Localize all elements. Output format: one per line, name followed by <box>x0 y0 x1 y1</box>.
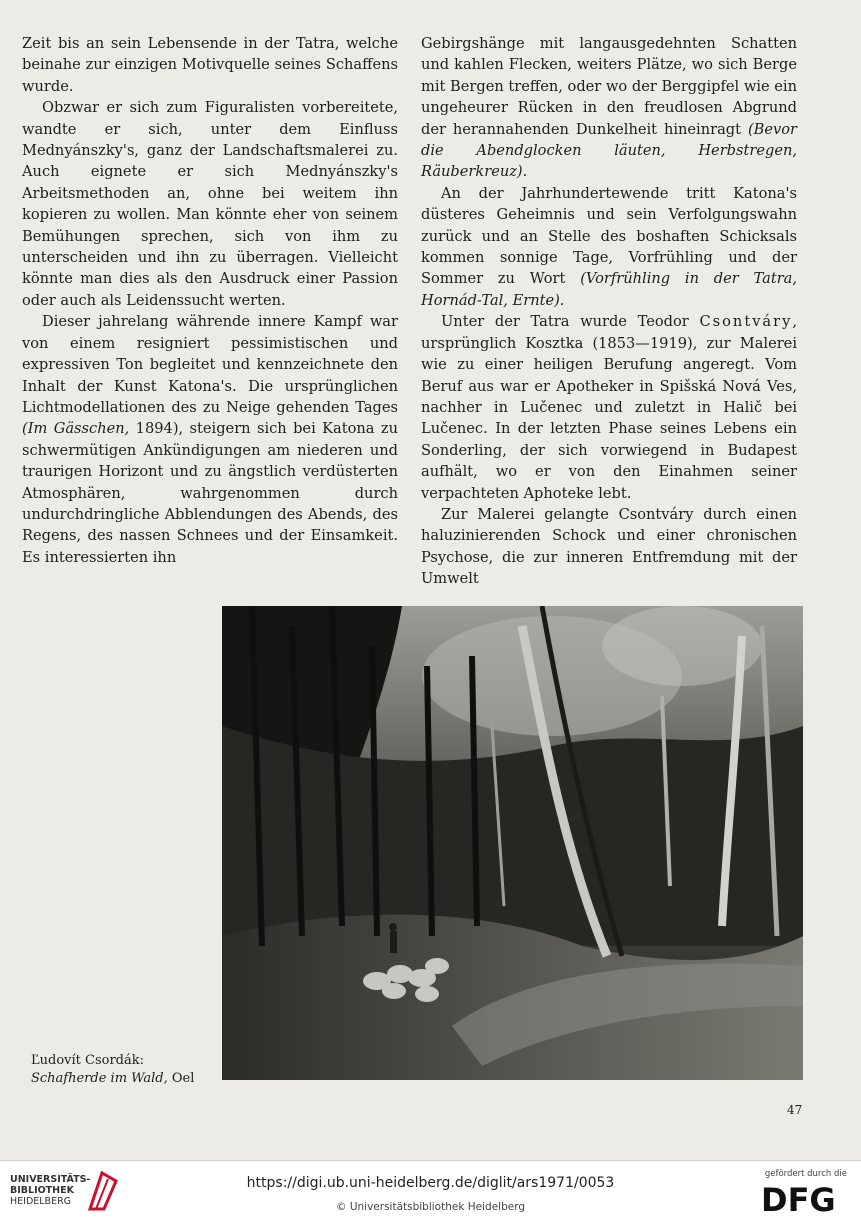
caption-medium: Oel <box>167 1071 195 1086</box>
text-column-right <box>421 33 797 590</box>
paragraph: Dieser jahrelang währende innere Kampf war von einem resigniert pessimistischen und expressiven Ton begleitet und kennzeichnete den Inhalt der Kunst Katona's. Die ursprünglichen Lichtmodellationen des zu Neige gehenden Tages (Im Gässchen, 1894), steigern sich bei Katona zu schwermütigen Ankündigungen am niederen und traurigen Horizont und zu ängstlich verdüsterten Atmosphären, wahrgenommen durch undurchdringliche Abblendungen des Abends, des Regens, des nassen Schnees und der Einsamkeit. Es interessierten ihn <box>22 313 398 566</box>
viewer-footer <box>0 1160 861 1223</box>
text-column-left <box>22 33 398 568</box>
paragraph: Obzwar er sich zum Figuralisten vorbereitete, wandte er sich, unter dem Einfluss Mednyánszky's, ganz der Landschaftsmalerei zu. Auch eignete er sich Mednyánszky's Arbeitsmethoden an, ohne bei weitem ihn kopieren zu wollen. Man könnte eher von seinem Bemühungen sprechen, sich von ihm zu unterscheiden und ihn zu überragen. Vielleicht könnte man dies als den Ausdruck einer Passion oder auch als Leidenssucht werten. <box>22 99 398 309</box>
caption-title: Schafherde im Wald, <box>31 1071 168 1086</box>
artwork-titles: (Vorfrühling in der Tatra, Hornád-Tal, Ernte). <box>421 270 798 309</box>
figure-caption <box>31 1052 211 1088</box>
artwork-titles: (Bevor die Abendglocken läuten, Herbstregen, Räuberkreuz). <box>421 120 797 181</box>
artist-name: Csontváry <box>699 313 793 331</box>
paragraph: Gebirgshänge mit langausgedehnten Schatten und kahlen Flecken, weiters Plätze, wo sich Berge mit Bergen treffen, oder wo der Berggipfel wie ein ungeheurer Rücken in den freudlosen Abgrund der herannahenden Dunkelheit hineinragt (Bevor die Abendglocken läuten, Herbstregen, Räuberkreuz). <box>421 35 797 181</box>
page-number: 47 <box>787 1103 803 1117</box>
painting-reproduction <box>222 606 803 1080</box>
paragraph: An der Jahrhundertewende tritt Katona's düsteres Geheimnis und sein Verfolgungswahn zurück und an Stelle des boshaften Schicksals kommen sonnige Tage, Vorfrühling und der Sommer zu Wort (Vorfrühling in der Tatra, Hornád-Tal, Ernte). <box>421 184 798 309</box>
forest-painting-image <box>222 606 803 1080</box>
artwork-title: (Im Gässchen, <box>22 420 130 438</box>
dfg-logo-icon[interactable] <box>761 1181 847 1215</box>
caption-title-line <box>31 1070 211 1088</box>
permalink-url[interactable]: https://digi.ub.uni-heidelberg.de/diglit/ars1971/0053 <box>246 1175 615 1191</box>
dfg-logo-text: DFG <box>761 1181 836 1215</box>
paragraph: Unter der Tatra wurde Teodor Csontváry, ursprünglich Kosztka (1853—1919), zur Malerei wie zu einer heiligen Berufung angeregt. Vom Beruf aus war er Apotheker in Spišská Nová Ves, nachher in Lučenec und zuletzt in Halič bei Lučenec. In der letzten Phase seines Lebens ein Sonderling, der sich vorwiegend in Budapest aufhält, wo er von den Einahmen seiner verpachteten Aphoteke lebt. <box>421 313 797 502</box>
copyright-notice: © Universitätsbibliothek Heidelberg <box>335 1201 525 1213</box>
funding-label: gefördert durch die <box>764 1169 847 1179</box>
paragraph: Zeit bis an sein Lebensende in der Tatra, welche beinahe zur einzigen Motivquelle seines Schaffens wurde. <box>22 35 398 95</box>
caption-artist: Ľudovít Csordák: <box>31 1053 145 1068</box>
library-name[interactable]: UNIVERSITÄTS- BIBLIOTHEK HEIDELBERG <box>10 1174 91 1207</box>
paragraph: Zur Malerei gelangte Csontváry durch einen haluzinierenden Schock und einer chronischen Psychose, die zur inneren Entfremdung mit der Umwelt <box>421 505 797 588</box>
